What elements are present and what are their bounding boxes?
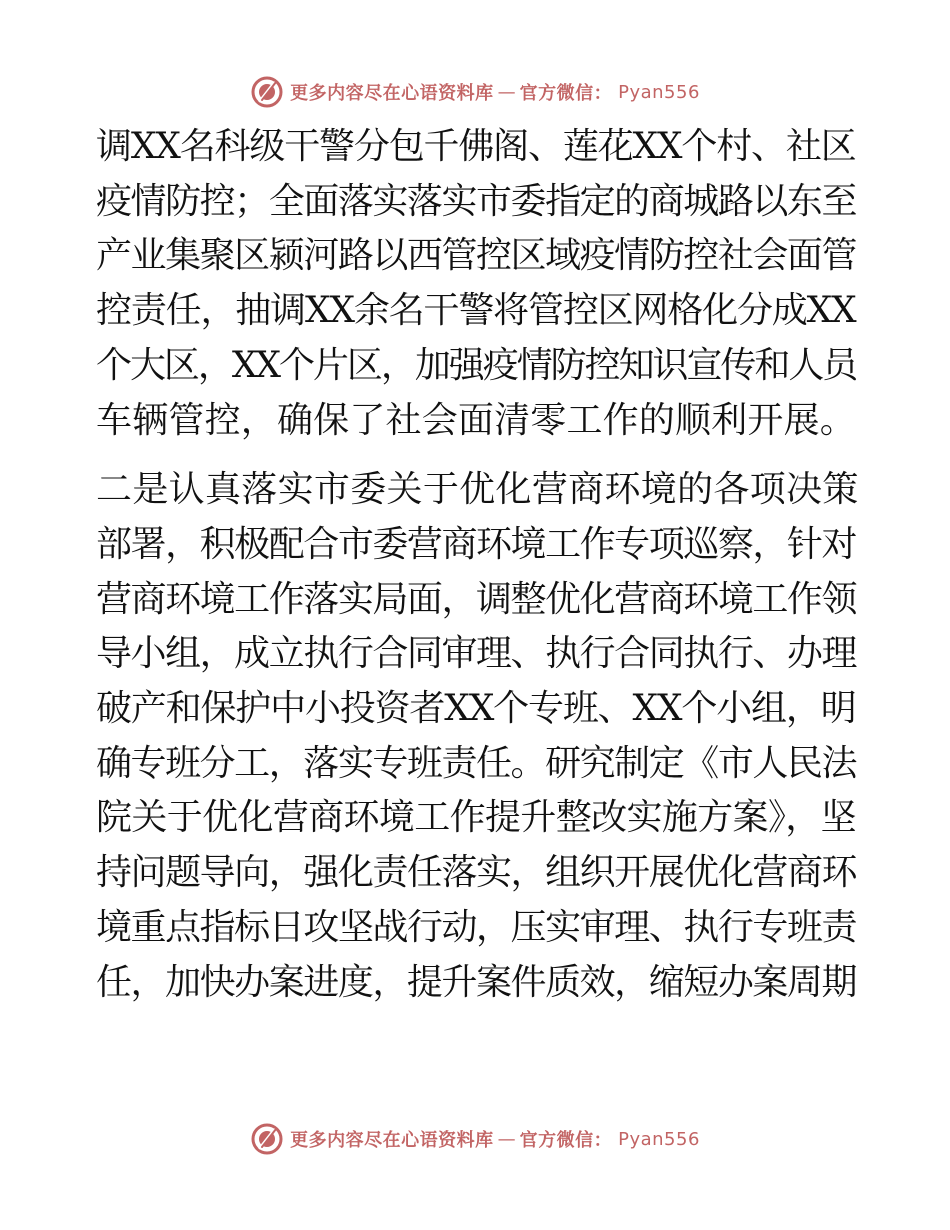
- text-line: 营商环境工作落实局面，调整优化营商环境工作领: [96, 578, 857, 620]
- banner-text: 更多内容尽在心语资料库: [290, 83, 494, 104]
- text-line: 任，加快办案进度，提升案件质效，缩短办案周期: [96, 961, 857, 1003]
- text-line: 个大区，XX个片区，加强疫情防控知识宣传和人员: [96, 344, 857, 386]
- text-line: 确专班分工，落实专班责任。研究制定《市人民法: [96, 742, 857, 784]
- banner-separator: —: [497, 81, 516, 103]
- text-line: 疫情防控；全面落实落实市委指定的商城路以东至: [96, 180, 857, 222]
- text-line: 二是认真落实市委关于优化营商环境的各项决策: [96, 469, 859, 511]
- banner-account: Pyan556: [618, 1128, 700, 1150]
- text-line: 车辆管控，确保了社会面清零工作的顺利开展。: [96, 399, 857, 441]
- banner-contact-label: 官方微信：: [519, 1130, 613, 1151]
- logo-icon: [250, 1122, 284, 1156]
- banner-separator: —: [497, 1128, 516, 1150]
- banner-text: 更多内容尽在心语资料库: [290, 1130, 494, 1151]
- paragraph-1: [96, 120, 856, 448]
- banner-contact-label: 官方微信：: [519, 83, 613, 104]
- paragraph-2: [96, 463, 859, 1010]
- text-line: 破产和保护中小投资者XX个专班、XX个小组，明: [96, 688, 856, 730]
- text-line: 持问题导向，强化责任落实，组织开展优化营商环: [96, 852, 857, 894]
- header-banner: [0, 75, 950, 109]
- logo-icon: [250, 75, 284, 109]
- text-line: 产业集聚区颍河路以西管控区域疫情防控社会面管: [96, 235, 857, 277]
- text-line: 院关于优化营商环境工作提升整改实施方案》，坚: [96, 797, 857, 839]
- document-body: [96, 120, 859, 1010]
- text-line: 调XX名科级干警分包千佛阁、莲花XX个村、社区: [96, 126, 856, 167]
- banner-account: Pyan556: [618, 81, 700, 103]
- text-line: 部署，积极配合市委营商环境工作专项巡察，针对: [96, 523, 857, 565]
- footer-banner: [0, 1122, 950, 1156]
- text-line: 境重点指标日攻坚战行动，压实审理、执行专班责: [96, 906, 857, 948]
- text-line: 控责任，抽调XX余名干警将管控区网格化分成XX: [96, 290, 856, 332]
- text-line: 导小组，成立执行合同审理、执行合同执行、办理: [96, 633, 857, 675]
